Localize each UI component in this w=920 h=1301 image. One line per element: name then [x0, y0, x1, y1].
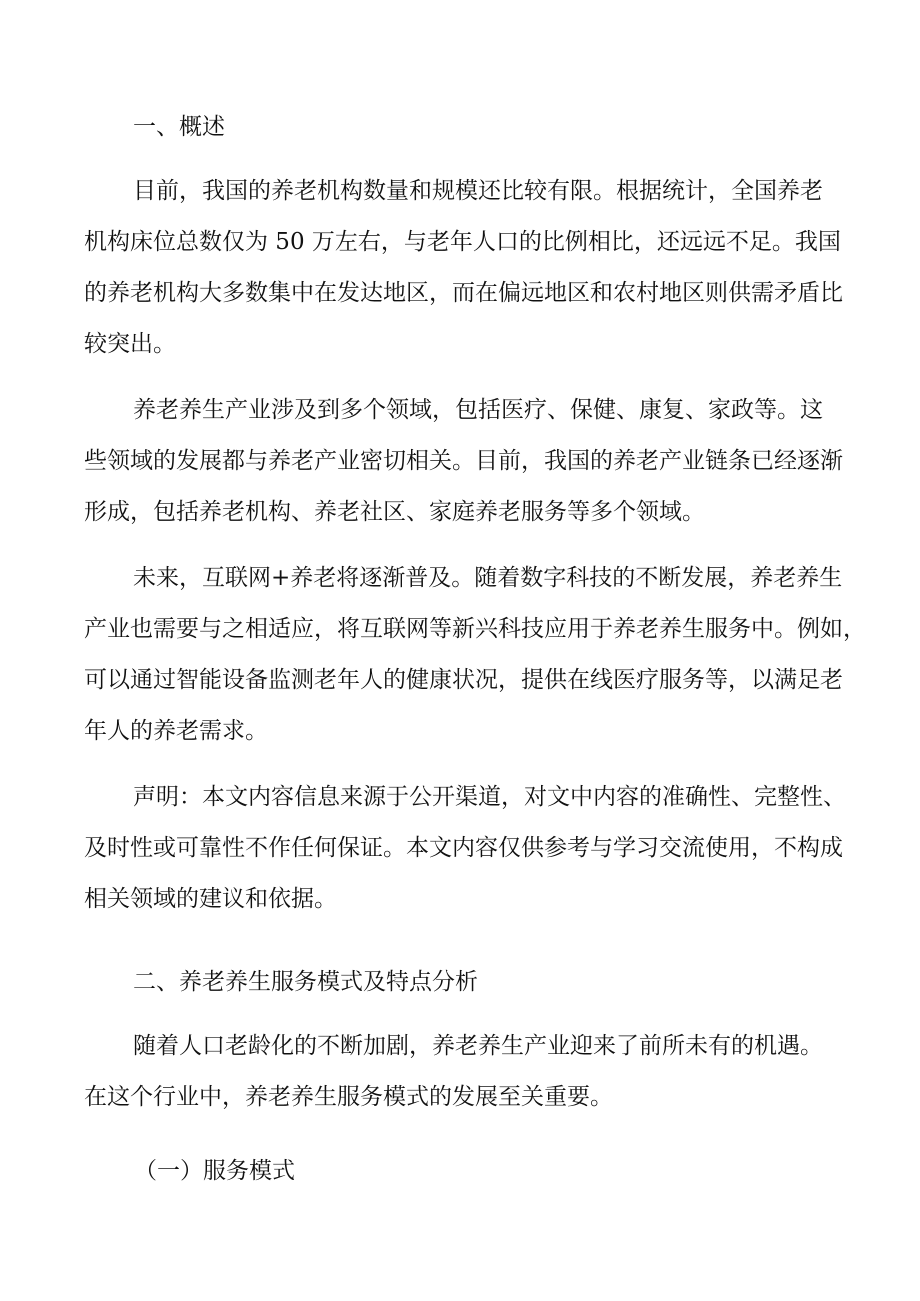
section-heading-overview: 一、概述: [133, 114, 225, 140]
paragraph-line: 的养老机构大多数集中在发达地区，而在偏远地区和农村地区则供需矛盾比: [84, 280, 843, 306]
paragraph-line: 随着人口老龄化的不断加剧，养老养生产业迎来了前所未有的机遇。: [133, 1033, 823, 1059]
paragraph-line: 较突出。: [84, 331, 176, 357]
paragraph-line: 产业也需要与之相适应，将互联网等新兴科技应用于养老养生服务中。例如，: [84, 616, 866, 642]
paragraph-line: 未来，互联网+养老将逐渐普及。随着数字科技的不断发展，养老养生: [133, 565, 843, 591]
disclaimer-line: 声明：本文内容信息来源于公开渠道，对文中内容的准确性、完整性、: [133, 784, 846, 810]
paragraph-line: 在这个行业中，养老养生服务模式的发展至关重要。: [84, 1084, 613, 1110]
disclaimer-line: 相关领域的建议和依据。: [84, 886, 337, 912]
disclaimer-line: 及时性或可靠性不作任何保证。本文内容仅供参考与学习交流使用，不构成: [84, 835, 843, 861]
paragraph-line: 形成，包括养老机构、养老社区、家庭养老服务等多个领域。: [84, 499, 705, 525]
paragraph-line: 些领域的发展都与养老产业密切相关。目前，我国的养老产业链条已经逐渐: [84, 448, 843, 474]
paragraph-line: 养老养生产业涉及到多个领域，包括医疗、保健、康复、家政等。这: [133, 397, 823, 423]
section-heading-service-models: 二、养老养生服务模式及特点分析: [133, 969, 478, 995]
paragraph-line: 目前，我国的养老机构数量和规模还比较有限。根据统计，全国养老: [133, 178, 823, 204]
paragraph-line: 年人的养老需求。: [84, 718, 268, 744]
subsection-heading-service-model: （一）服务模式: [134, 1158, 295, 1184]
paragraph-line: 可以通过智能设备监测老年人的健康状况，提供在线医疗服务等，以满足老: [84, 667, 843, 693]
paragraph-line: 机构床位总数仅为 50 万左右，与老年人口的比例相比，还远远不足。我国: [84, 229, 841, 255]
